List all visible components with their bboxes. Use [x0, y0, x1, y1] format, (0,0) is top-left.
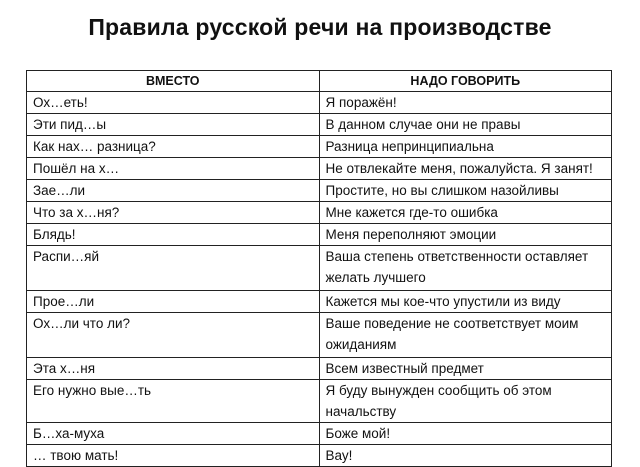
cell-instead: Ох…ли что ли?: [27, 313, 320, 358]
cell-instead: Прое…ли: [27, 291, 320, 313]
cell-instead: Эта х…ня: [27, 358, 320, 380]
table-row: [27, 313, 612, 358]
table-row: [27, 291, 612, 313]
cell-say: Я буду вынужден сообщить об этом начальству: [319, 380, 612, 423]
cell-instead: Зае…ли: [27, 180, 320, 202]
page-title: Правила русской речи на производстве: [88, 14, 552, 40]
cell-instead: Блядь!: [27, 224, 320, 246]
cell-say: Кажется мы кое-что упустили из виду: [319, 291, 612, 313]
cell-instead: Его нужно вые…ть: [27, 380, 320, 423]
table-row: [27, 202, 612, 224]
rules-table: [26, 70, 612, 467]
cell-say: Я поражён!: [319, 92, 612, 114]
table-row: [27, 224, 612, 246]
header-instead: ВМЕСТО: [27, 71, 320, 92]
table-row: [27, 358, 612, 380]
cell-say: Меня переполняют эмоции: [319, 224, 612, 246]
cell-say: Разница непринципиальна: [319, 136, 612, 158]
cell-say: Не отвлекайте меня, пожалуйста. Я занят!: [319, 158, 612, 180]
table-row: [27, 380, 612, 423]
cell-instead: Пошёл на х…: [27, 158, 320, 180]
table-header-row: [27, 71, 612, 92]
cell-say: В данном случае они не правы: [319, 114, 612, 136]
cell-say: Ваша степень ответственности оставляет желать лучшего: [319, 246, 612, 291]
cell-say: Простите, но вы слишком назойливы: [319, 180, 612, 202]
cell-say: Мне кажется где-то ошибка: [319, 202, 612, 224]
cell-instead: Ох…еть!: [27, 92, 320, 114]
cell-say: Всем известный предмет: [319, 358, 612, 380]
cell-instead: Что за х…ня?: [27, 202, 320, 224]
header-say: НАДО ГОВОРИТЬ: [319, 71, 612, 92]
table-row: [27, 114, 612, 136]
cell-say: Ваше поведение не соответствует моим ожиданиям: [319, 313, 612, 358]
table-row: [27, 246, 612, 291]
table-row: [27, 445, 612, 467]
table-row: [27, 92, 612, 114]
cell-say: Вау!: [319, 445, 612, 467]
cell-instead: Распи…яй: [27, 246, 320, 291]
cell-instead: … твою мать!: [27, 445, 320, 467]
table-row: [27, 158, 612, 180]
table-row: [27, 180, 612, 202]
cell-say: Боже мой!: [319, 423, 612, 445]
cell-instead: Как нах… разница?: [27, 136, 320, 158]
cell-instead: Б…ха-муха: [27, 423, 320, 445]
table-row: [27, 136, 612, 158]
table-row: [27, 423, 612, 445]
cell-instead: Эти пид…ы: [27, 114, 320, 136]
